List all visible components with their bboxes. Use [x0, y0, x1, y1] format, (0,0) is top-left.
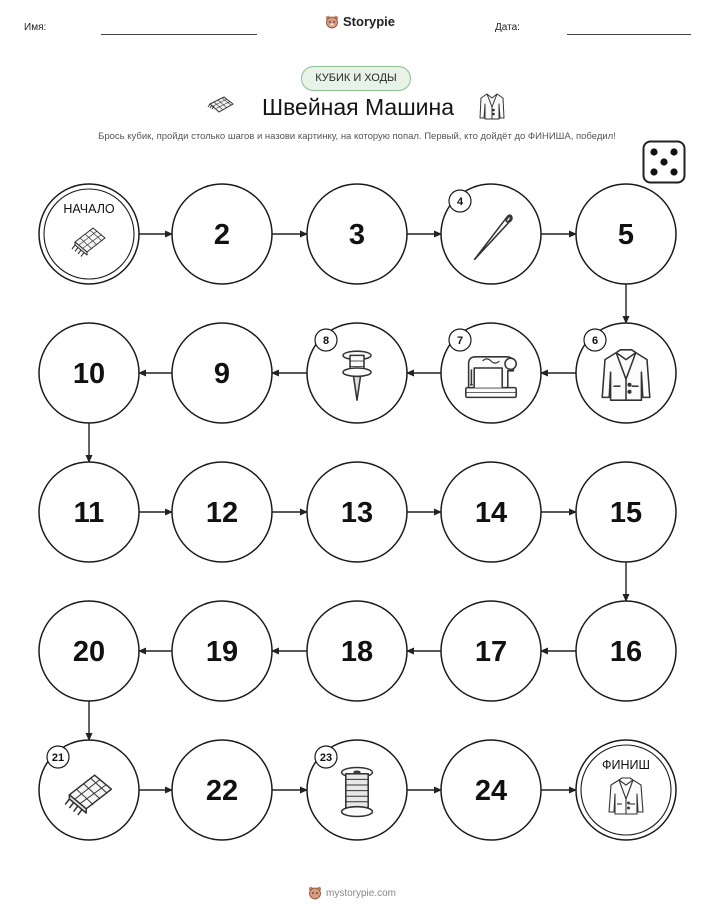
- space-number-badge-text: 23: [319, 752, 333, 764]
- space-number-badge-text: 8: [322, 335, 330, 347]
- space-number: 16: [609, 636, 643, 668]
- board-space-11[interactable]: [39, 462, 139, 562]
- board-space-14[interactable]: [441, 462, 541, 562]
- date-label: Дата:: [495, 22, 520, 33]
- board-space-22[interactable]: [172, 740, 272, 840]
- name-label: Имя:: [24, 22, 47, 33]
- board-space-21[interactable]: [39, 740, 139, 840]
- board-space-4[interactable]: [441, 184, 541, 284]
- footer-url: mystorypie.com: [326, 887, 397, 899]
- board-space-24[interactable]: [441, 740, 541, 840]
- space-number: 3: [348, 219, 366, 251]
- finish-label: ФИНИШ: [602, 758, 650, 772]
- space-number: 5: [617, 219, 635, 251]
- finish-space[interactable]: [576, 740, 676, 840]
- page-title: Швейная Машина: [261, 94, 455, 120]
- board-space-8[interactable]: [307, 323, 407, 423]
- space-number: 10: [72, 358, 106, 390]
- board-space-6[interactable]: [576, 323, 676, 423]
- space-number: 24: [474, 775, 508, 807]
- space-number-badge-text: 6: [591, 335, 599, 347]
- space-number: 17: [474, 636, 508, 668]
- board-space-10[interactable]: [39, 323, 139, 423]
- brand-name: Storypie: [343, 14, 396, 29]
- bear-mascot-icon: [308, 886, 322, 900]
- board-space-2[interactable]: [172, 184, 272, 284]
- space-number: 9: [213, 358, 231, 390]
- start-space[interactable]: [39, 184, 139, 284]
- board-space-12[interactable]: [172, 462, 272, 562]
- board-space-9[interactable]: [172, 323, 272, 423]
- space-number-badge-text: 7: [456, 335, 464, 347]
- board-space-20[interactable]: [39, 601, 139, 701]
- board-space-18[interactable]: [307, 601, 407, 701]
- board-space-17[interactable]: [441, 601, 541, 701]
- footer: [308, 886, 396, 900]
- space-number: 11: [73, 497, 105, 529]
- board-space-16[interactable]: [576, 601, 676, 701]
- space-number: 15: [609, 497, 643, 529]
- space-number-badge-text: 4: [456, 196, 464, 208]
- space-number: 18: [340, 636, 374, 668]
- space-number: 2: [213, 219, 231, 251]
- board-space-23[interactable]: [307, 740, 407, 840]
- space-number: 20: [72, 636, 106, 668]
- space-number: 14: [474, 497, 508, 529]
- thread-spool-icon: [342, 768, 373, 817]
- space-number-badge-text: 21: [51, 752, 65, 764]
- board-space-13[interactable]: [307, 462, 407, 562]
- space-number: 12: [205, 497, 239, 529]
- board-space-15[interactable]: [576, 462, 676, 562]
- space-number: 22: [205, 775, 239, 807]
- instructions: Брось кубик, пройди столько шагов и назови картинку, на которую попал. Первый, кто дойдёт до ФИНИША, победил!: [98, 131, 616, 142]
- board-space-5[interactable]: [576, 184, 676, 284]
- board-space-7[interactable]: [441, 323, 541, 423]
- space-number: 19: [205, 636, 239, 668]
- board-space-3[interactable]: [307, 184, 407, 284]
- game-type-badge: КУБИК И ХОДЫ: [301, 66, 411, 91]
- start-label: НАЧАЛО: [63, 202, 115, 216]
- space-number: 13: [340, 497, 374, 529]
- board-space-19[interactable]: [172, 601, 272, 701]
